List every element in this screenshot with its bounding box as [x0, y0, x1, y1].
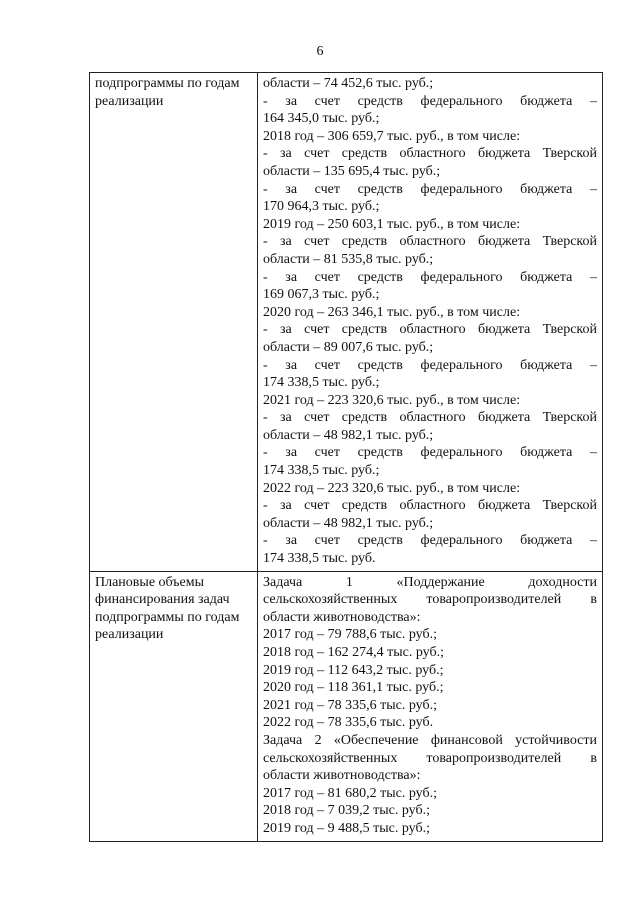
content-line: - за счет средств областного бюджета Тверской [263, 322, 597, 338]
content-line: области – 135 695,4 тыс. руб.; [263, 163, 441, 179]
content-line: - за счет средств федерального бюджета – [263, 93, 597, 109]
content-line: - за счет средств областного бюджета Тверской [263, 234, 597, 250]
content-line: 2021 год – 223 320,6 тыс. руб., в том числе: [263, 392, 521, 408]
content-line: 2017 год – 79 788,6 тыс. руб.; [263, 627, 437, 643]
content-line: 174 338,5 тыс. руб. [263, 551, 376, 567]
content-line: 174 338,5 тыс. руб.; [263, 375, 380, 391]
content-line: 2020 год – 263 346,1 тыс. руб., в том числе: [263, 304, 521, 320]
content-line: 170 964,3 тыс. руб.; [263, 199, 380, 215]
content-line: 2019 год – 112 643,2 тыс. руб.; [263, 662, 444, 678]
row-content [258, 571, 603, 841]
content-line: сельскохозяйственных товаропроизводителей в [263, 592, 597, 608]
content-line: - за счет средств областного бюджета Тверской [263, 146, 597, 162]
content-line: 2021 год – 78 335,6 тыс. руб.; [263, 697, 437, 713]
table-body [90, 73, 603, 842]
content-line: - за счет средств областного бюджета Тверской [263, 498, 597, 514]
content-line: - за счет средств федерального бюджета – [263, 269, 597, 285]
content-line: - за счет средств федерального бюджета – [263, 357, 597, 373]
content-line: - за счет средств областного бюджета Тверской [263, 410, 597, 426]
content-line: 169 067,3 тыс. руб.; [263, 287, 380, 303]
content-line: области – 89 007,6 тыс. руб.; [263, 339, 434, 355]
content-line: 2018 год – 7 039,2 тыс. руб.; [263, 803, 430, 819]
content-line: области – 74 452,6 тыс. руб.; [263, 76, 434, 91]
content-line: 2022 год – 223 320,6 тыс. руб., в том числе: [263, 480, 521, 496]
table-row [90, 571, 603, 841]
content-line: 2017 год – 81 680,2 тыс. руб.; [263, 785, 437, 801]
row-label: Плановые объемы финансирования задач подпрограммы по годам реализации [90, 571, 258, 841]
content-line: сельскохозяйственных товаропроизводителей в [263, 750, 597, 766]
content-line: области – 81 535,8 тыс. руб.; [263, 251, 434, 267]
row-content [258, 73, 603, 572]
content-line: 2018 год – 162 274,4 тыс. руб.; [263, 645, 444, 660]
financing-table [89, 72, 603, 842]
content-line: 2019 год – 9 488,5 тыс. руб.; [263, 820, 430, 836]
content-line: Задача 1 «Поддержание доходности [263, 574, 597, 590]
content-line: 2019 год – 250 603,1 тыс. руб., в том числе: [263, 216, 521, 232]
row-label: подпрограммы по годам реализации [90, 73, 258, 572]
content-line: 174 338,5 тыс. руб.; [263, 463, 380, 479]
content-line: 2020 год – 118 361,1 тыс. руб.; [263, 680, 444, 696]
content-line: - за счет средств федерального бюджета – [263, 533, 597, 549]
content-line: области животноводства»: [263, 609, 421, 625]
content-line: 164 345,0 тыс. руб.; [263, 111, 380, 127]
content-line: - за счет средств федерального бюджета – [263, 445, 597, 461]
content-line: Задача 2 «Обеспечение финансовой устойчивости [263, 732, 597, 748]
content-line: области – 48 982,1 тыс. руб.; [263, 515, 434, 531]
content-line: 2022 год – 78 335,6 тыс. руб. [263, 715, 434, 731]
content-line: 2018 год – 306 659,7 тыс. руб., в том числе: [263, 128, 521, 144]
table-row [90, 73, 603, 572]
content-line: области – 48 982,1 тыс. руб.; [263, 427, 434, 443]
content-line: области животноводства»: [263, 768, 421, 784]
page-number: 6 [316, 44, 324, 59]
content-line: - за счет средств федерального бюджета – [263, 181, 597, 197]
